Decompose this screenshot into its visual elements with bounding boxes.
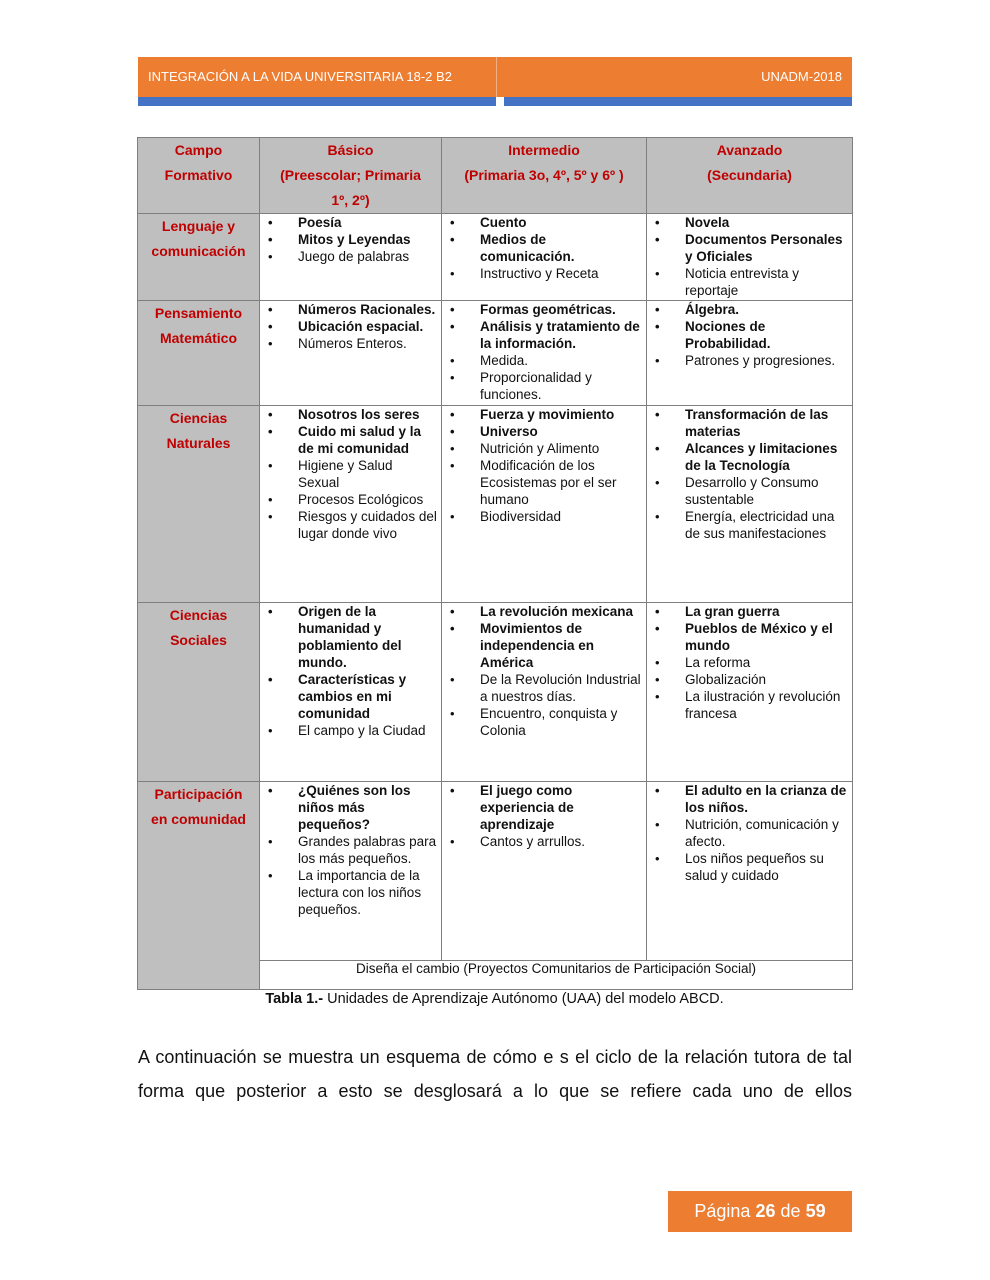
list-item: • Proporcionalidad y funciones. — [442, 369, 642, 403]
list-item: • Globalización — [647, 671, 848, 688]
page-word: Página — [694, 1201, 751, 1221]
col-header-intermedio: Intermedio (Primaria 3o, 4º, 5º y 6º ) — [442, 138, 647, 214]
row-header-pensamiento: Pensamiento Matemático — [138, 301, 260, 406]
page-current: 26 — [755, 1201, 776, 1221]
table-row — [138, 782, 853, 961]
cell-basico — [260, 301, 442, 406]
list-item: • Nociones de Probabilidad. — [647, 318, 848, 352]
list-item: • La gran guerra — [647, 603, 848, 620]
list-item: • Energía, electricidad una de sus manifestaciones — [647, 508, 848, 542]
header-accent-bar — [138, 97, 852, 106]
cell-intermedio — [442, 406, 647, 603]
list-item: • Modificación de los Ecosistemas por el ser humano — [442, 457, 642, 508]
list-item: • La reforma — [647, 654, 848, 671]
cell-intermedio — [442, 214, 647, 301]
list-item: • Mitos y Leyendas — [260, 231, 437, 248]
header-divider — [496, 57, 497, 97]
cell-basico — [260, 782, 442, 961]
list-item: • Universo — [442, 423, 642, 440]
page-total: 59 — [805, 1201, 826, 1221]
col-header-avanzado: Avanzado (Secundaria) — [647, 138, 853, 214]
list-item: • Cuido mi salud y la de mi comunidad — [260, 423, 437, 457]
list-item: • Nutrición, comunicación y afecto. — [647, 816, 848, 850]
row-header-participacion: Participación en comunidad — [138, 782, 260, 990]
list-item: • Higiene y Salud Sexual — [260, 457, 437, 491]
list-item: • Novela — [647, 214, 848, 231]
list-item: • Pueblos de México y el mundo — [647, 620, 848, 654]
list-item: • Noticia entrevista y reportaje — [647, 265, 848, 299]
list-item: • Características y cambios en mi comunidad — [260, 671, 437, 722]
list-item: • Fuerza y movimiento — [442, 406, 642, 423]
uaa-table — [137, 137, 853, 990]
cell-avanzado — [647, 603, 853, 782]
list-item: • Alcances y limitaciones de la Tecnología — [647, 440, 848, 474]
cell-avanzado — [647, 301, 853, 406]
list-item: • Biodiversidad — [442, 508, 642, 525]
page-of: de — [780, 1201, 801, 1221]
cell-intermedio — [442, 301, 647, 406]
col-header-campo: Campo Formativo — [138, 138, 260, 214]
table-row — [138, 406, 853, 603]
cell-basico — [260, 406, 442, 603]
list-item: • Riesgos y cuidados del lugar donde vivo — [260, 508, 437, 542]
list-item: • Instructivo y Receta — [442, 265, 642, 282]
list-item: • Procesos Ecológicos — [260, 491, 437, 508]
list-item: • El campo y la Ciudad — [260, 722, 437, 739]
list-item: • ¿Quiénes son los niños más pequeños? — [260, 782, 437, 833]
list-item: • Análisis y tratamiento de la información. — [442, 318, 642, 352]
list-item: • Medida. — [442, 352, 642, 369]
page-header — [138, 57, 852, 97]
list-item: • Poesía — [260, 214, 437, 231]
list-item: • Cuento — [442, 214, 642, 231]
list-item: • Movimientos de independencia en América — [442, 620, 642, 671]
list-item: • Grandes palabras para los más pequeños. — [260, 833, 437, 867]
table-row — [138, 214, 853, 301]
list-item: • El adulto en la crianza de los niños. — [647, 782, 848, 816]
cell-avanzado — [647, 214, 853, 301]
list-item: • Números Racionales. — [260, 301, 437, 318]
list-item: • Origen de la humanidad y poblamiento del mundo. — [260, 603, 437, 671]
list-item: • Documentos Personales y Oficiales — [647, 231, 848, 265]
row-header-sociales: Ciencias Sociales — [138, 603, 260, 782]
row-header-naturales: Ciencias Naturales — [138, 406, 260, 603]
list-item: • Patrones y progresiones. — [647, 352, 848, 369]
list-item: • Nutrición y Alimento — [442, 440, 642, 457]
col-header-basico: Básico (Preescolar; Primaria 1º, 2º) — [260, 138, 442, 214]
list-item: • El juego como experiencia de aprendizaje — [442, 782, 642, 833]
caption-label: Tabla 1.- — [265, 991, 324, 1007]
list-item: • Los niños pequeños su salud y cuidado — [647, 850, 848, 884]
list-item: • De la Revolución Industrial a nuestros días. — [442, 671, 642, 705]
list-item: • Ubicación espacial. — [260, 318, 437, 335]
list-item: • Formas geométricas. — [442, 301, 642, 318]
list-item: • Cantos y arrullos. — [442, 833, 642, 850]
cell-intermedio — [442, 782, 647, 961]
list-item: • Medios de comunicación. — [442, 231, 642, 265]
table-footer: Diseña el cambio (Proyectos Comunitarios de Participación Social) — [260, 961, 853, 990]
table-row — [138, 301, 853, 406]
list-item: • Desarrollo y Consumo sustentable — [647, 474, 848, 508]
page-number-box — [668, 1191, 852, 1232]
header-title: INTEGRACIÓN A LA VIDA UNIVERSITARIA 18-2 B2 — [148, 69, 452, 84]
caption-text: Unidades de Aprendizaje Autónomo (UAA) del modelo ABCD. — [323, 991, 724, 1007]
row-header-lenguaje: Lenguaje y comunicación — [138, 214, 260, 301]
table-header-row — [138, 138, 853, 214]
table-row — [138, 603, 853, 782]
cell-basico — [260, 603, 442, 782]
list-item: • Encuentro, conquista y Colonia — [442, 705, 642, 739]
list-item: • La importancia de la lectura con los niños pequeños. — [260, 867, 437, 918]
list-item: • Nosotros los seres — [260, 406, 437, 423]
header-org: UNADM-2018 — [761, 69, 842, 84]
cell-avanzado — [647, 782, 853, 961]
list-item: • La ilustración y revolución francesa — [647, 688, 848, 722]
body-paragraph: A continuación se muestra un esquema de cómo e s el ciclo de la relación tutora de tal forma que posterior a esto se desglosará a lo que se refiere cada uno de ellos — [138, 1047, 852, 1101]
cell-avanzado — [647, 406, 853, 603]
list-item: • Álgebra. — [647, 301, 848, 318]
table-caption — [137, 991, 852, 1007]
list-item: • Transformación de las materias — [647, 406, 848, 440]
cell-intermedio — [442, 603, 647, 782]
list-item: • Números Enteros. — [260, 335, 437, 352]
cell-basico — [260, 214, 442, 301]
list-item: • Juego de palabras — [260, 248, 437, 265]
list-item: • La revolución mexicana — [442, 603, 642, 620]
